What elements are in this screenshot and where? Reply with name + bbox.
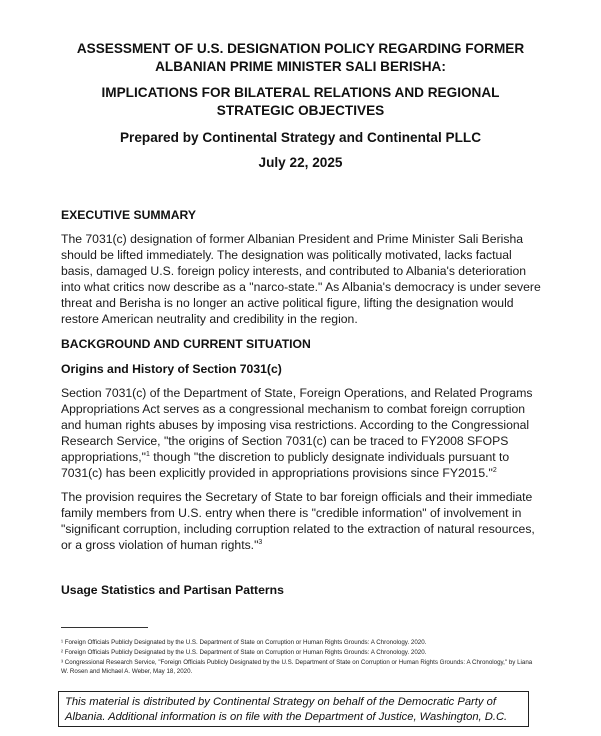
subtitle-line-2: STRATEGIC OBJECTIVES	[216, 103, 385, 118]
usage-statistics-heading: Usage Statistics and Partisan Patterns	[61, 583, 284, 597]
footnote-3: ³ Congressional Research Service, "Foreign Officials Publicly Designated by the U.S. Department of State on Corruption or Human Rights Grounds: A Chronology," by Liana W. Rosen and Michael A. Weber, May 18, 2020.	[61, 659, 533, 676]
origins-paragraph-2-text: The provision requires the Secretary of State to bar foreign officials and their immediate family members from U.S. entry when there is "credible information" of involvement in "significant corruption, including corruption related to the extraction of natural resources, or a gross violation of human rights."	[61, 490, 535, 552]
document-title	[40, 40, 561, 76]
footnote-divider	[61, 627, 148, 628]
footnote-ref-3: 3	[258, 538, 263, 546]
document-date: July 22, 2025	[258, 155, 343, 170]
origins-paragraph-1-text-a: Section 7031(c) of the Department of State, Foreign Operations, and Related Programs Appropriations Act serves as a congressional mechanism to combat foreign corruption and human rights abuses by imposing visa restrictions. According to the Congressional Research Service, "the origins of Section 7031(c) can be traced to FY2008 SFOPS appropriations,"	[61, 386, 533, 464]
footnote-ref-1: 1	[145, 450, 150, 458]
executive-summary-heading: EXECUTIVE SUMMARY	[61, 208, 196, 222]
origins-paragraph-2	[61, 489, 541, 553]
title-line-2: ALBANIAN PRIME MINISTER SALI BERISHA:	[155, 59, 446, 74]
fara-disclaimer-box: This material is distributed by Continental Strategy on behalf of the Democratic Party of Albania. Additional information is on file with the Department of Justice, Washington, D.C.	[58, 691, 529, 727]
title-line-1: ASSESSMENT OF U.S. DESIGNATION POLICY REGARDING FORMER	[76, 41, 525, 56]
footnote-2: ² Foreign Officials Publicly Designated by the U.S. Department of State on Corruption or Human Rights Grounds: A Chronology. 2020.	[61, 649, 427, 656]
footnote-ref-2: 2	[492, 466, 497, 474]
origins-subheading: Origins and History of Section 7031(c)	[61, 362, 282, 376]
document-subtitle	[40, 84, 561, 120]
footnote-1: ¹ Foreign Officials Publicly Designated by the U.S. Department of State on Corruption or Human Rights Grounds: A Chronology. 2020.	[61, 639, 427, 646]
origins-paragraph-1	[61, 385, 541, 481]
executive-summary-body: The 7031(c) designation of former Albanian President and Prime Minister Sali Berisha should be lifted immediately. The designation was politically motivated, lacks factual basis, damaged U.S. foreign policy interests, and contributed to Albania's deterioration into what critics now describe as a "narco-state." As Albania's democracy is under severe threat and Berisha is no longer an active political figure, lifting the designation would restore American neutrality and credibility in the region.	[61, 232, 541, 326]
origins-paragraph-1-text-b: though "the discretion to publicly designate individuals pursuant to 7031(c) has been explicitly provided in appropriations provisions since FY2015."	[61, 450, 510, 480]
prepared-by: Prepared by Continental Strategy and Continental PLLC	[119, 130, 482, 145]
subtitle-line-1: IMPLICATIONS FOR BILATERAL RELATIONS AND REGIONAL	[101, 85, 500, 100]
background-heading: BACKGROUND AND CURRENT SITUATION	[61, 337, 311, 351]
